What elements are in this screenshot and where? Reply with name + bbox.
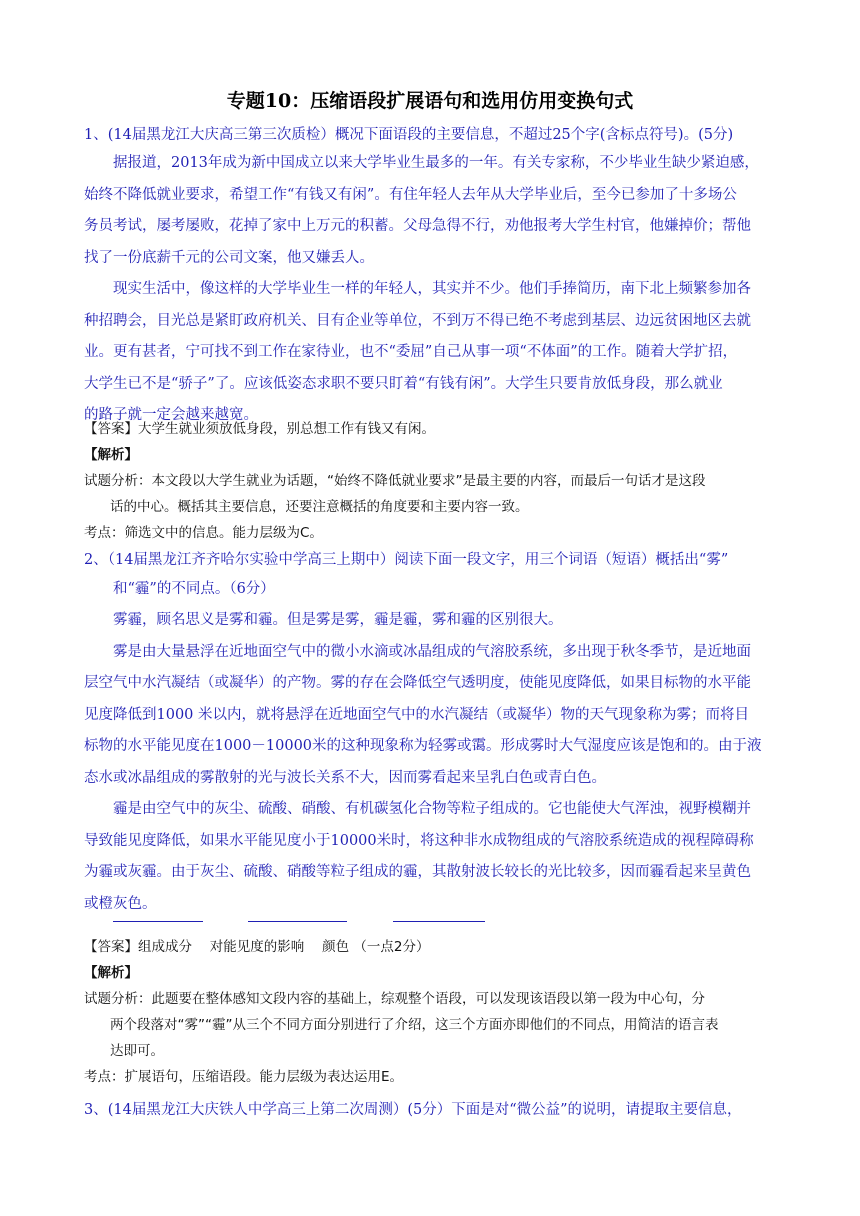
q2-passage-line: 导致能见度降低，如果水平能见度小于10000米时，将这种非水成物组成的气溶胶系统造成的视程障碍称 [84,832,754,849]
q1-point: 考点：筛选文中的信息。能力层级为C。 [84,525,323,541]
q2-analysis-label: 【解析】 [84,965,138,981]
q1-passage-line: 大学生已不是“骄子”了。应该低姿态求职不要只盯着“有钱有闲”。大学生只要肯放低身段，那么就业 [84,375,723,392]
q1-prompt: 1、(14届黑龙江大庆高三第三次质检）概况下面语段的主要信息，不超过25个字(含标点符号)。(5分) [84,127,734,143]
q2-passage-line: 或橙灰色。 [84,895,157,912]
q1-analysis-label: 【解析】 [84,447,138,463]
q2-analysis-line: 两个段落对“雾”“霾”从三个不同方面分别进行了介绍，这三个方面亦即他们的不同点，用简洁的语言表 [110,1017,719,1033]
q2-passage-line: 雾是由大量悬浮在近地面空气中的微小水滴或冰晶组成的气溶胶系统，多出现于秋冬季节，是近地面 [113,643,751,660]
q2-prompt-line: 2、（14届黑龙江齐齐哈尔实验中学高三上期中）阅读下面一段文字，用三个词语（短语）概括出“雾” [84,552,729,568]
q2-passage-line: 态水或冰晶组成的雾散射的光与波长关系不大，因而雾看起来呈乳白色或青白色。 [84,769,606,786]
q1-answer: 【答案】大学生就业须放低身段，别总想工作有钱又有闲。 [84,421,435,437]
q2-passage-line: 为霾或灰霾。由于灰尘、硫酸、硝酸等粒子组成的霾，其散射波长较长的光比较多，因而霾看起来呈黄色 [84,864,751,880]
q1-analysis-line: 话的中心。概括其主要信息，还要注意概括的角度要和主要内容一致。 [110,499,529,515]
answer-blank-2 [248,921,347,922]
q2-passage-line: 霾是由空气中的灰尘、硫酸、硝酸、有机碳氢化合物等粒子组成的。它也能使大气浑浊，视野模糊并 [113,801,751,817]
q1-passage-line: 业。更有甚者，宁可找不到工作在家待业，也不“委屈”自己从事一项“不体面”的工作。随着大学扩招， [84,344,738,360]
q2-prompt [84,546,728,604]
q1-passage-line: 种招聘会，目光总是紧盯政府机关、目有企业等单位，不到万不得已绝不考虑到基层、边远贫困地区去就 [84,312,751,329]
q1-passage-line: 现实生活中，像这样的大学毕业生一样的年轻人，其实并不少。他们手捧简历，南下北上频繁参加各 [113,281,751,297]
q2-analysis-line: 试题分析：此题要在整体感知文段内容的基础上，综观整个语段，可以发现该语段以第一段为中心句，分 [84,991,705,1007]
answer-blank-1 [113,921,203,922]
q2-analysis-line: 达即可。 [110,1043,164,1059]
q2-passage-line: 见度降低到1000 米以内，就将悬浮在近地面空气中的水汽凝结（或凝华）物的天气现象称为雾；而将目 [84,706,750,723]
q2-answer: 【答案】组成成分 对能见度的影响 颜色 （一点2分） [84,939,430,955]
q2-prompt-line: 和“霾”的不同点。（6分） [113,581,275,597]
q2-passage [84,605,762,920]
q1-analysis-line: 试题分析：本文段以大学生就业为话题，“始终不降低就业要求”是最主要的内容，而最后一句话才是这段 [84,473,706,489]
q2-answer-blanks [0,921,860,923]
page-title: 专题10：压缩语段扩展语句和选用仿用变换句式 [226,90,634,112]
q2-passage-line: 雾霾，顾名思义是雾和霾。但是雾是雾，霾是霾，雾和霾的区别很大。 [113,612,563,628]
q1-passage-line: 找了一份底薪千元的公司文案，他又嫌丢人。 [84,249,374,266]
q2-passage-line: 标物的水平能见度在1000－10000米的这种现象称为轻雾或霭。形成雾时大气湿度应该是饱和的。由于液 [84,738,762,754]
q1-passage-line: 的路子就一定会越来越宽。 [84,407,258,423]
q1-passage [84,148,759,432]
answer-blank-3 [393,921,485,922]
q1-answer-block [84,416,706,546]
q1-passage-line: 务员考试，屡考屡败，花掉了家中上万元的积蓄。父母急得不行，劝他报考大学生村官，他嫌掉价；帮他 [84,218,751,234]
q1-passage-line: 据报道，2013年成为新中国成立以来大学毕业生最多的一年。有关专家称，不少毕业生缺少紧迫感， [113,155,759,171]
q2-passage-line: 层空气中水汽凝结（或凝华）的产物。雾的存在会降低空气透明度，使能见度降低，如果目标物的水平能 [84,675,751,691]
q1-passage-line: 始终不降低就业要求，希望工作“有钱又有闲”。有住年轻人去年从大学毕业后，至今已参加了十多场公 [84,186,737,203]
q2-answer-block [84,934,718,1090]
q2-point: 考点：扩展语句，压缩语段。能力层级为表达运用E。 [84,1069,404,1085]
q3-prompt: 3、(14届黑龙江大庆铁人中学高三上第二次周测）(5分）下面是对“微公益”的说明，请提取主要信息， [84,1102,742,1118]
